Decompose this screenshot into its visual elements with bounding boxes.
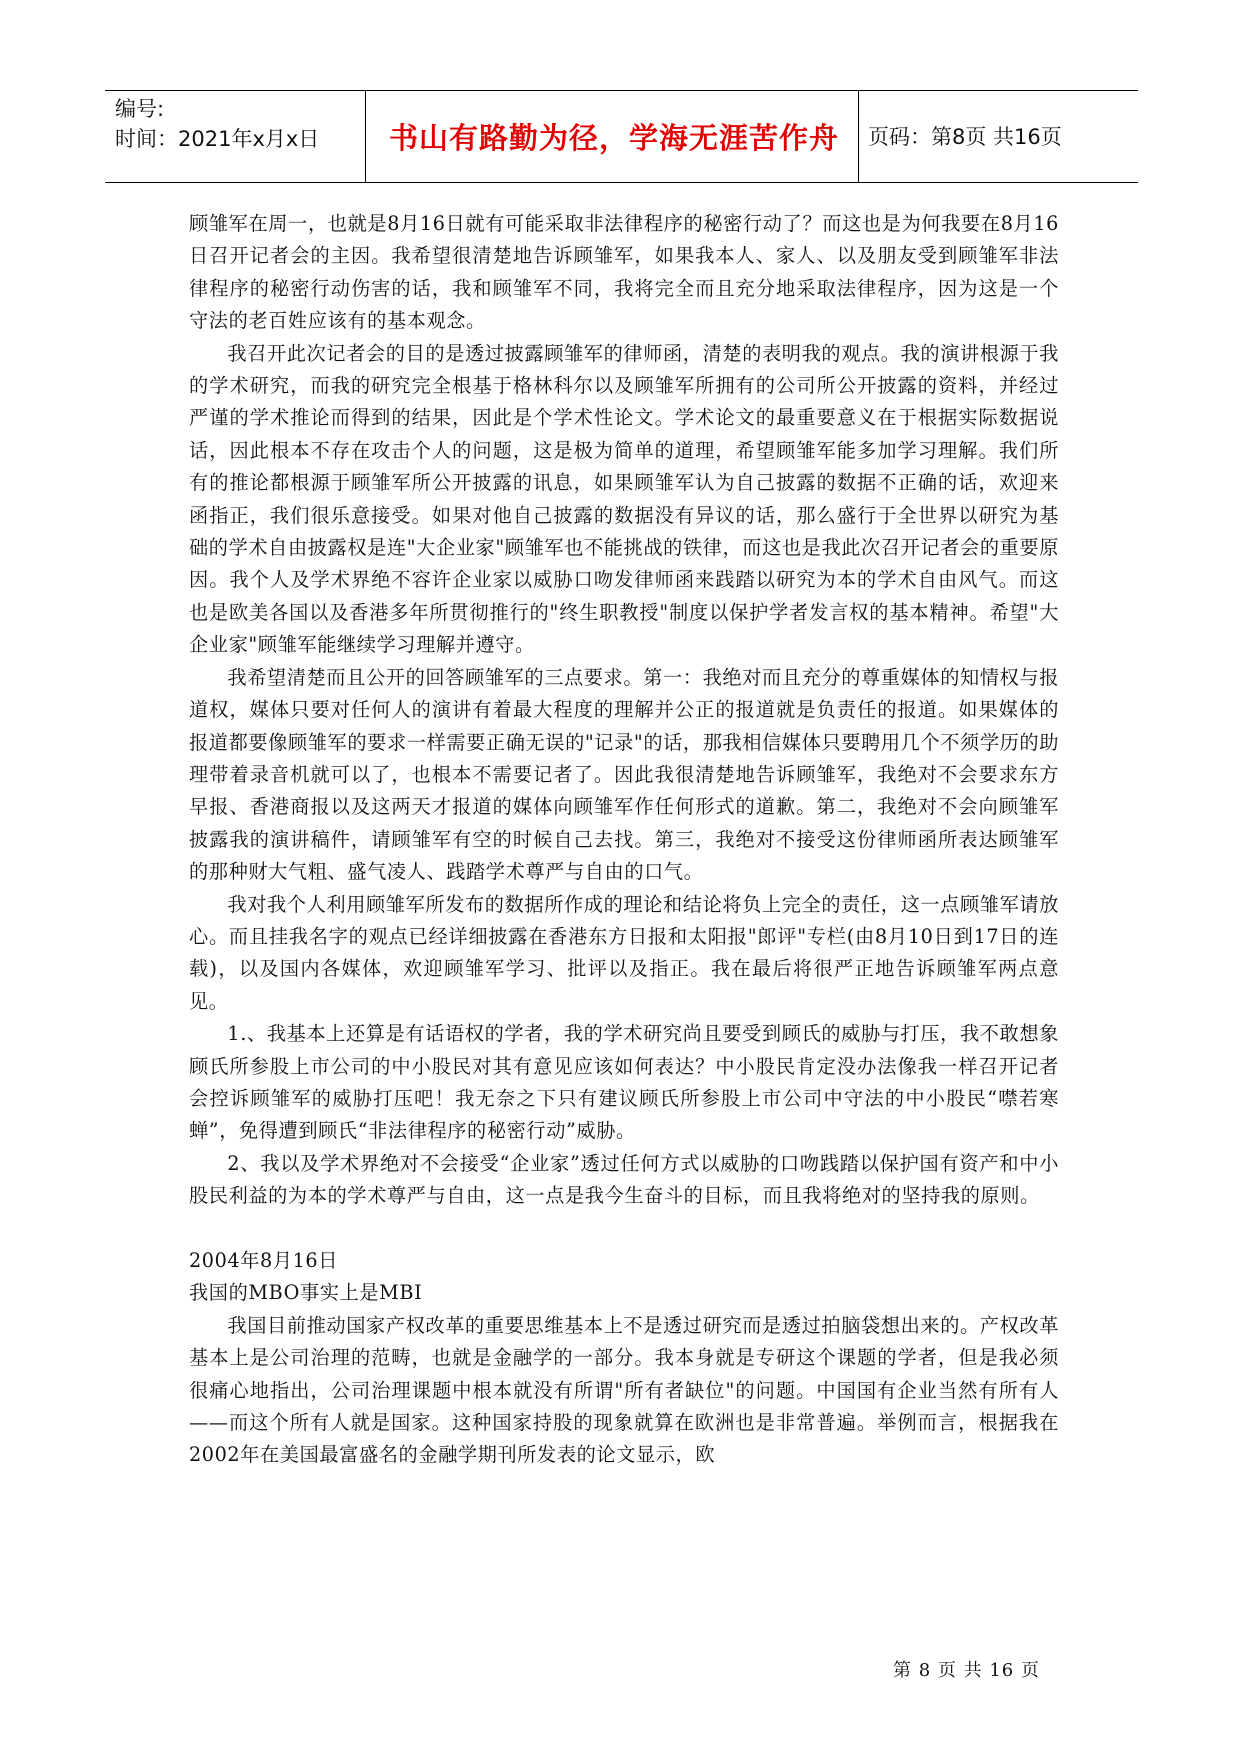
- paragraph: 顾雏军在周一，也就是8月16日就有可能采取非法律程序的秘密行动了？而这也是为何我要在8月16日召开记者会的主因。我希望很清楚地告诉顾雏军，如果我本人、家人、以及朋友受到顾雏军非法律程序的秘密行动伤害的话，我和顾雏军不同，我将完全而且充分地采取法律程序，因为这是一个守法的老百姓应该有的基本观念。: [189, 212, 1059, 333]
- header-divider-left: [365, 90, 366, 182]
- paragraph: 我对我个人利用顾雏军所发布的数据所作成的理论和结论将负上完全的责任，这一点顾雏军请放心。而且挂我名字的观点已经详细披露在香港东方日报和太阳报"郎评"专栏(由8月10日到17日的连载)，以及国内各媒体，欢迎顾雏军学习、批评以及指正。我在最后将很严正地告诉顾雏军两点意见。: [189, 892, 1059, 1013]
- document-body: [189, 208, 1059, 1472]
- paragraph: 2、我以及学术界绝对不会接受“企业家”透过任何方式以威胁的口吻践踏以保护国有资产和中小股民利益的为本的学术尊严与自由，这一点是我今生奋斗的目标，而且我将绝对的坚持我的原则。: [189, 1151, 1059, 1208]
- header-motto: 书山有路勤为径，学海无涯苦作舟: [388, 120, 839, 155]
- document-time: 时间：2021年x月x日: [115, 127, 320, 151]
- header-divider-right: [858, 90, 859, 182]
- paragraph: 我召开此次记者会的目的是透过披露顾雏军的律师函，清楚的表明我的观点。我的演讲根源于我的学术研究，而我的研究完全根基于格林科尔以及顾雏军所拥有的公司所公开披露的资料，并经过严谨的学术推论而得到的结果，因此是个学术性论文。学术论文的最重要意义在于根据实际数据说话，因此根本不存在攻击个人的问题，这是极为简单的道理，希望顾雏军能多加学习理解。我们所有的推论都根源于顾雏军所公开披露的讯息，如果顾雏军认为自己披露的数据不正确的话，欢迎来函指正，我们很乐意接受。如果对他自己披露的数据没有异议的话，那么盛行于全世界以研究为基础的学术自由披露权是连"大企业家"顾雏军也不能挑战的铁律，而这也是我此次召开记者会的重要原因。我个人及学术界绝不容许企业家以威胁口吻发律师函来践踏以研究为本的学术自由风气。而这也是欧美各国以及香港多年所贯彻推行的"终生职教授"制度以保护学者发言权的基本精神。希望"大企业家"顾雏军能继续学习理解并遵守。: [189, 341, 1059, 657]
- paragraph: 我国目前推动国家产权改革的重要思维基本上不是透过研究而是透过拍脑袋想出来的。产权改革基本上是公司治理的范畴，也就是金融学的一部分。我本身就是专研这个课题的学者，但是我必须很痛心地指出，公司治理课题中根本就没有所谓"所有者缺位"的问题。中国国有企业当然有所有人——而这个所有人就是国家。这种国家持股的现象就算在欧洲也是非常普遍。举例而言，根据我在2002年在美国最富盛名的金融学期刊所发表的论文显示，欧: [189, 1313, 1059, 1467]
- section-title: 我国的MBO事实上是MBI: [189, 1281, 423, 1305]
- date-line: 2004年8月16日: [189, 1248, 339, 1272]
- header-bottom-rule: [105, 182, 1138, 183]
- blank-line: [189, 1213, 1059, 1245]
- paragraph: 我希望清楚而且公开的回答顾雏军的三点要求。第一：我绝对而且充分的尊重媒体的知情权与报道权，媒体只要对任何人的演讲有着最大程度的理解并公正的报道就是负责任的报道。如果媒体的报道都要像顾雏军的要求一样需要正确无误的"记录"的话，那我相信媒体只要聘用几个不须学历的助理带着录音机就可以了，也根本不需要记者了。因此我很清楚地告诉顾雏军，我绝对不会要求东方早报、香港商报以及这两天才报道的媒体向顾雏军作任何形式的道歉。第二，我绝对不会向顾雏军披露我的演讲稿件，请顾雏军有空的时候自己去找。第三，我绝对不接受这份律师函所表达顾雏军的那种财大气粗、盛气凌人、践踏学术尊严与自由的口气。: [189, 665, 1059, 884]
- page-footer: 第 8 页 共 16 页: [893, 1660, 1040, 1681]
- paragraph: 1.、我基本上还算是有话语权的学者，我的学术研究尚且要受到顾氏的威胁与打压，我不敢想象顾氏所参股上市公司的中小股民对其有意见应该如何表达？中小股民肯定没办法像我一样召开记者会控诉顾雏军的威胁打压吧！我无奈之下只有建议顾氏所参股上市公司中守法的中小股民“噤若寒蝉”，免得遭到顾氏“非法律程序的秘密行动”威胁。: [189, 1022, 1059, 1143]
- header-meta: [115, 94, 319, 154]
- document-number-label: 编号:: [115, 97, 165, 121]
- header-page-info: 页码：第8页 共16页: [868, 125, 1062, 149]
